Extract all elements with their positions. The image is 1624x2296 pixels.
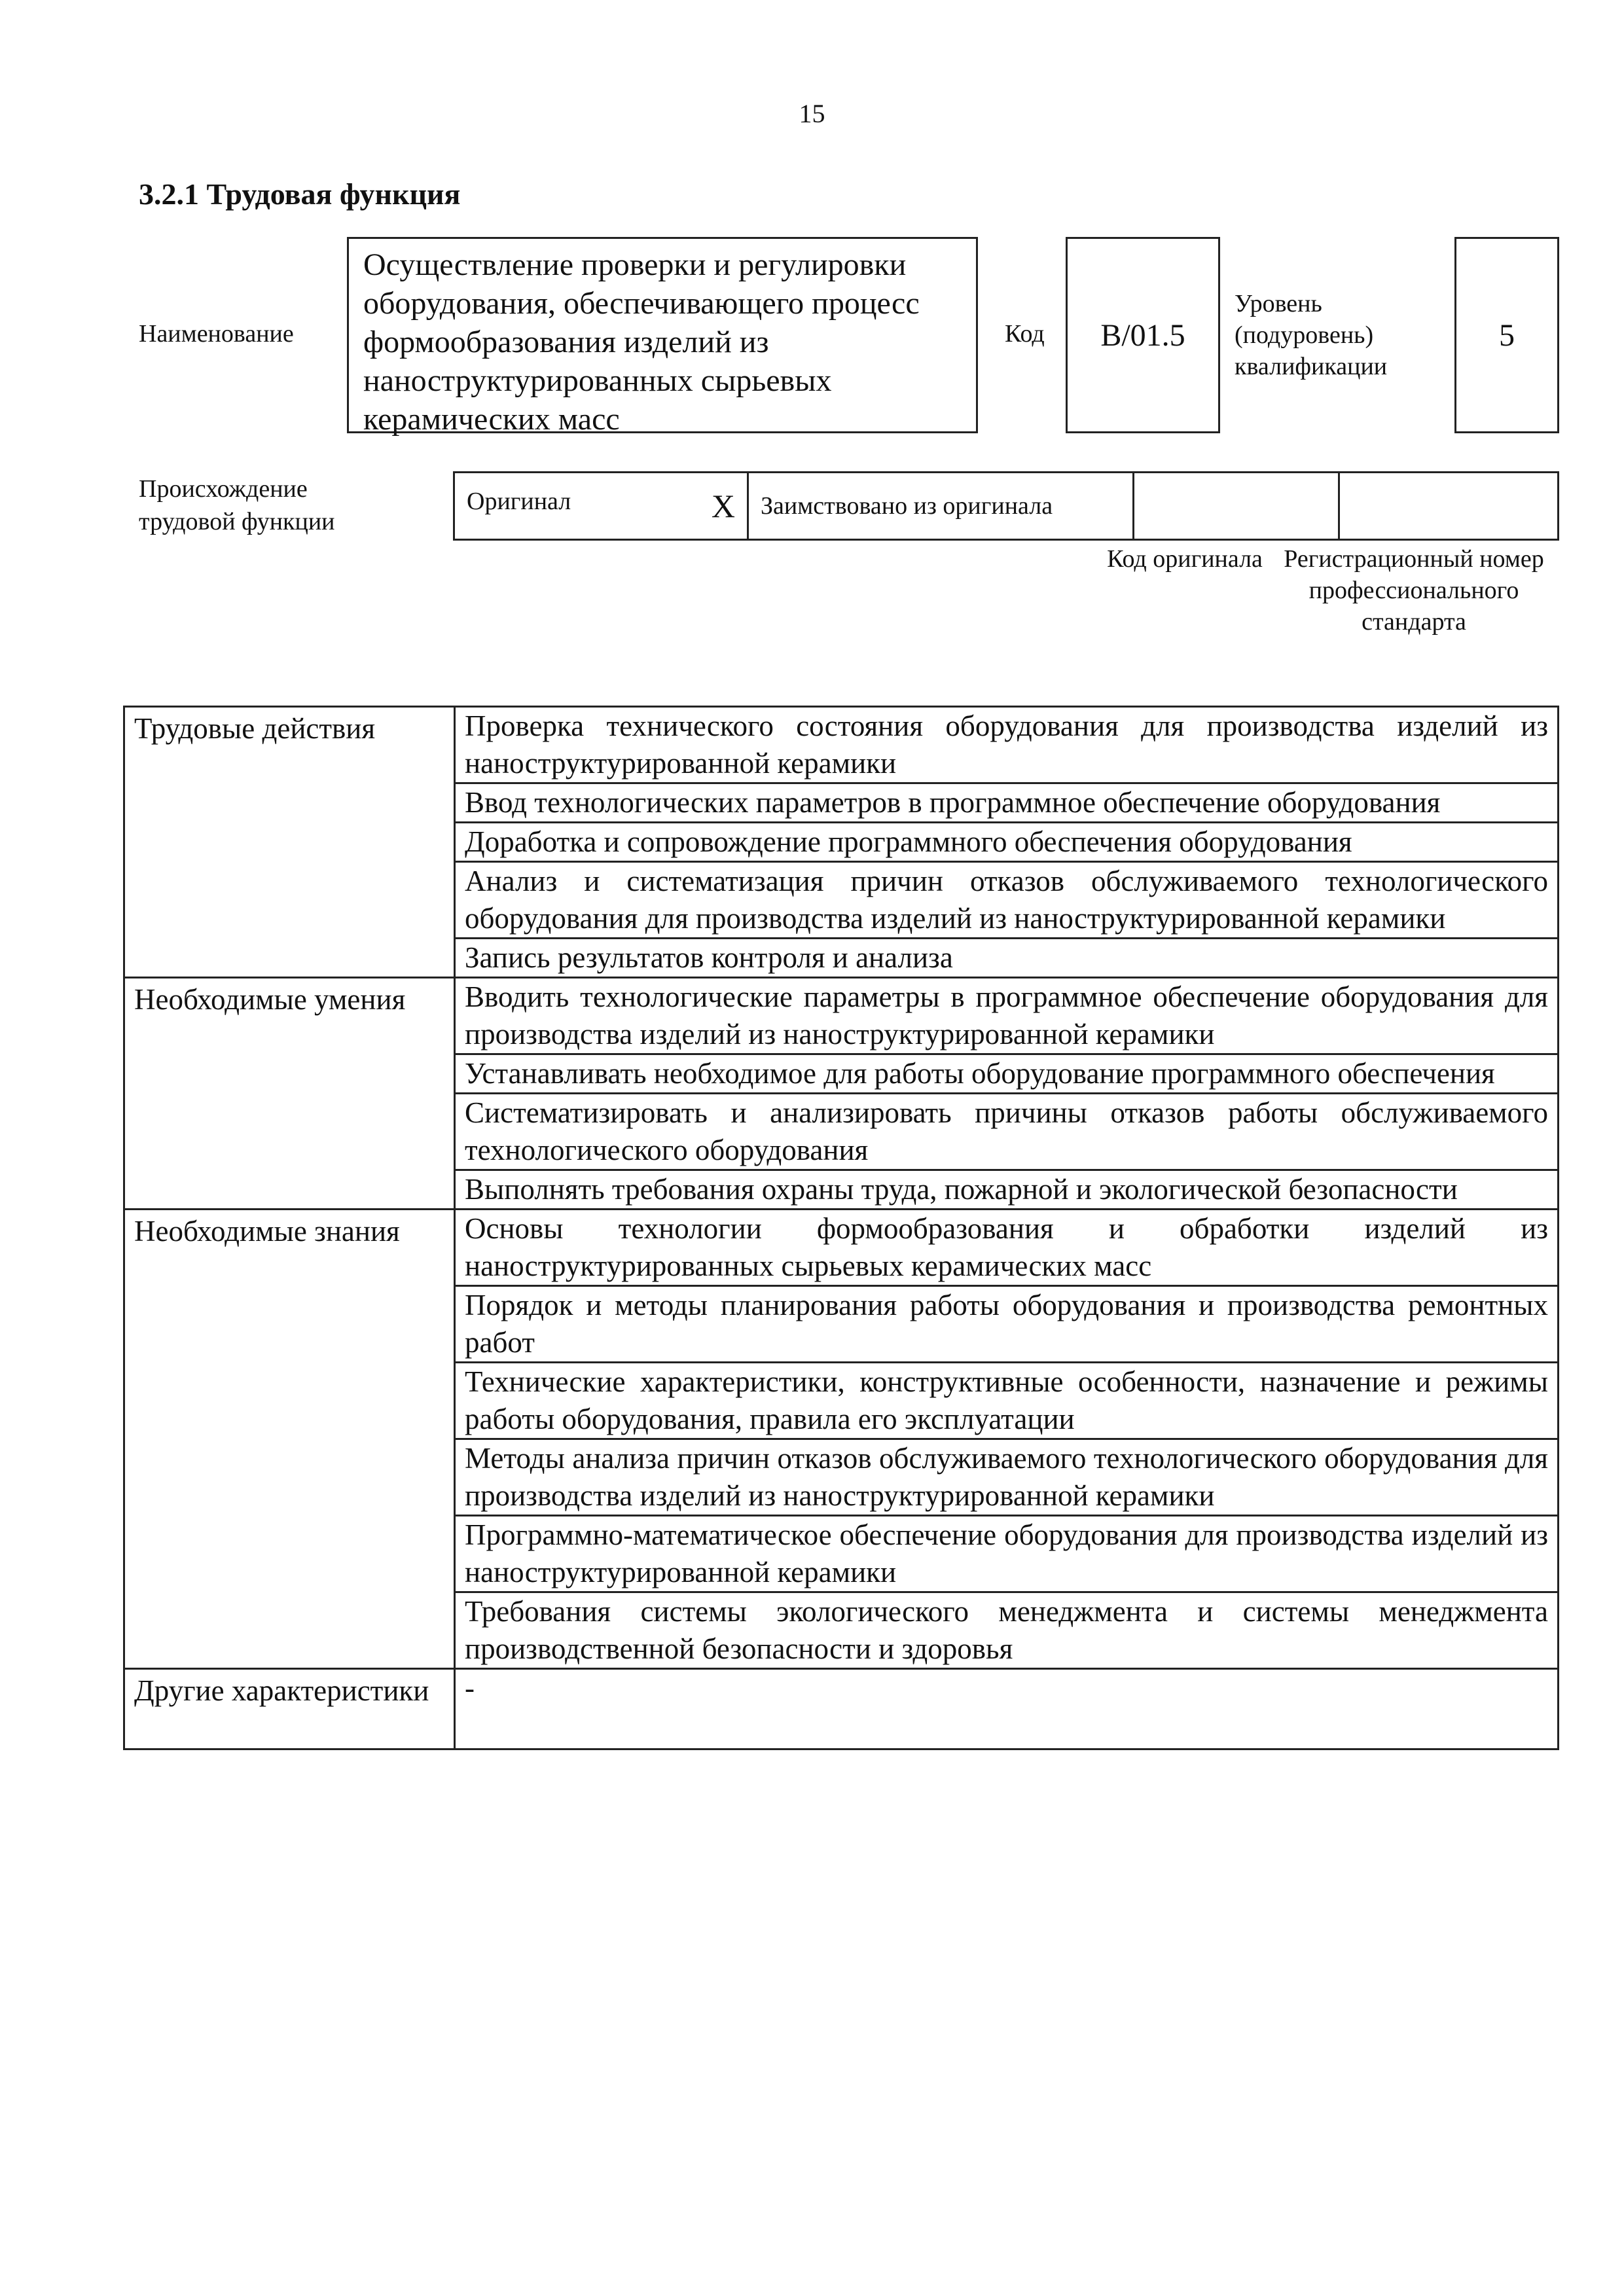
table-row	[124, 707, 1559, 783]
level-value: 5	[1499, 317, 1515, 353]
action-item: Ввод технологических параметров в программное обеспечение оборудования	[455, 783, 1559, 823]
skill-item: Систематизировать и анализировать причины отказов работы обслуживаемого технологического оборудования	[455, 1094, 1559, 1170]
knowledge-item: Порядок и методы планирования работы оборудования и производства ремонтных работ	[455, 1286, 1559, 1363]
action-item: Доработка и сопровождение программного обеспечения оборудования	[455, 823, 1559, 862]
knowledge-item: Методы анализа причин отказов обслуживаемого технологического оборудования для производства изделий из наноструктурированной керамики	[455, 1439, 1559, 1516]
skill-item: Устанавливать необходимое для работы оборудование программного обеспечения	[455, 1054, 1559, 1094]
skills-label: Необходимые умения	[124, 978, 455, 1210]
knowledge-item: Программно-математическое обеспечение оборудования для производства изделий из наноструктурированной керамики	[455, 1516, 1559, 1592]
code-label: Код	[1005, 320, 1045, 348]
origin-reg-cell	[1339, 473, 1559, 540]
function-name: Осуществление проверки и регулировки оборудования, обеспечивающего процесс формообразования изделий из наноструктурированных сырьевых керамических масс	[363, 247, 920, 437]
table-row	[124, 1669, 1559, 1749]
other-label: Другие характеристики	[124, 1669, 455, 1749]
code-value: B/01.5	[1100, 317, 1185, 353]
name-label: Наименование	[139, 320, 294, 348]
actions-label: Трудовые действия	[124, 707, 455, 978]
code-box	[1066, 237, 1220, 433]
level-box	[1454, 237, 1559, 433]
action-item: Запись результатов контроля и анализа	[455, 939, 1559, 978]
skill-item: Выполнять требования охраны труда, пожарной и экологической безопасности	[455, 1170, 1559, 1210]
action-item: Анализ и систематизация причин отказов обслуживаемого технологического оборудования для производства изделий из наноструктурированной керамики	[455, 862, 1559, 939]
function-table	[123, 706, 1559, 1750]
origin-label: Происхождение трудовой функции	[139, 475, 335, 535]
origin-original: Оригинал	[467, 488, 571, 515]
origin-code-cell	[1134, 473, 1339, 540]
origin-borrowed: Заимствовано из оригинала	[748, 473, 1134, 540]
knowledge-item: Технические характеристики, конструктивные особенности, назначение и режимы работы оборудования, правила его эксплуатации	[455, 1363, 1559, 1439]
page-number: 15	[799, 99, 825, 128]
action-item: Проверка технического состояния оборудования для производства изделий из наноструктурированной керамики	[455, 707, 1559, 783]
registration-number-caption: Регистрационный номер профессионального стандарта	[1284, 545, 1544, 636]
knowledge-item: Основы технологии формообразования и обработки изделий из наноструктурированных сырьевых керамических масс	[455, 1210, 1559, 1286]
origin-mark: X	[711, 488, 735, 524]
table-row	[124, 978, 1559, 1054]
level-label: Уровень (подуровень) квалификации	[1235, 290, 1388, 380]
function-name-box	[347, 237, 978, 437]
other-value: -	[455, 1669, 1559, 1749]
skill-item: Вводить технологические параметры в программное обеспечение оборудования для производства изделий из наноструктурированной керамики	[455, 978, 1559, 1054]
origin-table	[453, 471, 1559, 541]
table-row	[124, 1210, 1559, 1286]
knowledge-item: Требования системы экологического менеджмента и системы менеджмента производственной безопасности и здоровья	[455, 1592, 1559, 1669]
code-original-caption: Код оригинала	[1107, 545, 1263, 573]
section-title: 3.2.1 Трудовая функция	[139, 177, 461, 211]
origin-original-cell	[454, 473, 748, 540]
knowledge-label: Необходимые знания	[124, 1210, 455, 1669]
